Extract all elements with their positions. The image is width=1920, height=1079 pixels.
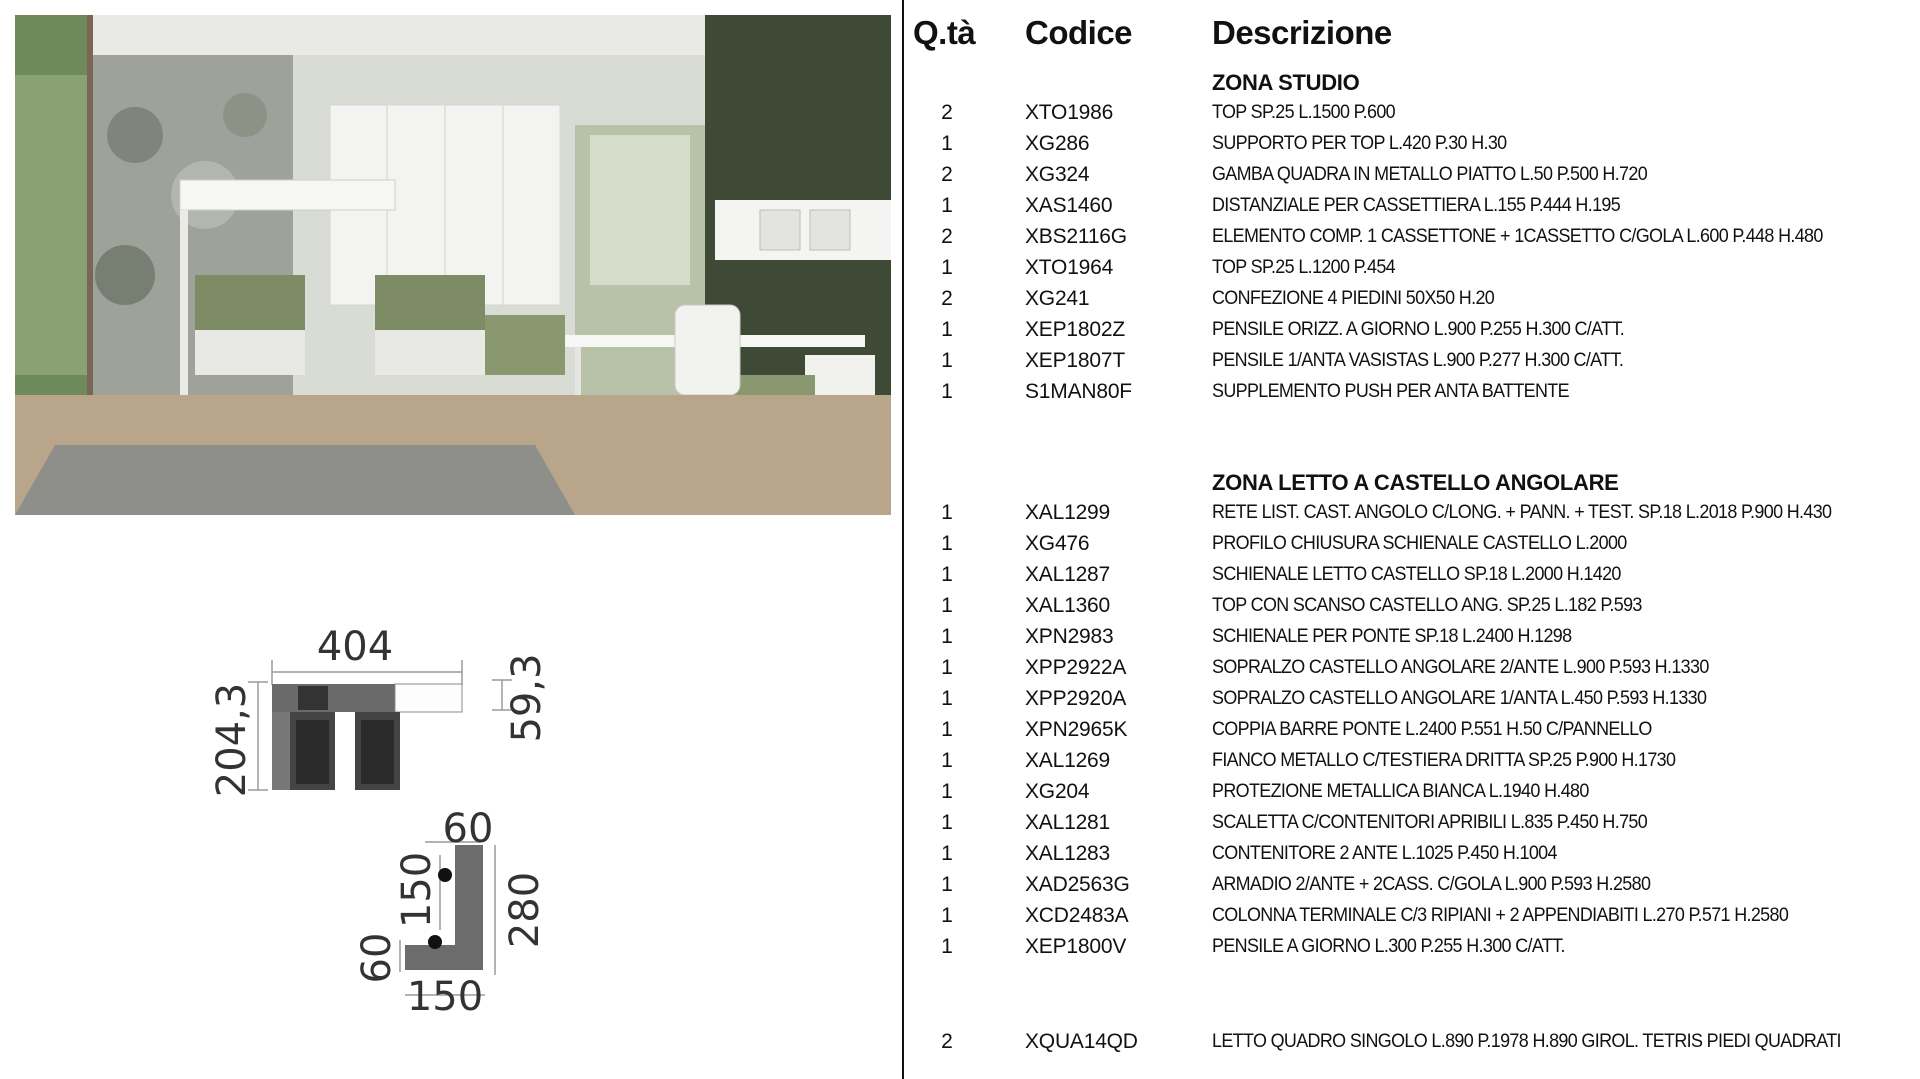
table-row: 1 XAL1281 SCALETTA C/CONTENITORI APRIBILI L.835 P.450 H.750 bbox=[941, 811, 1648, 834]
section-title-bunk: ZONA LETTO A CASTELLO ANGOLARE bbox=[1212, 470, 1619, 495]
header-description: Descrizione bbox=[1212, 14, 1392, 51]
table-row: 1 XPP2922A SOPRALZO CASTELLO ANGOLARE 2/ANTE L.900 P.593 H.1330 bbox=[941, 656, 1709, 679]
table-row: 1 XAL1283 CONTENITORE 2 ANTE L.1025 P.450 H.1004 bbox=[941, 842, 1557, 865]
table-row: 2 XBS2116G ELEMENTO COMP. 1 CASSETTONE + 1CASSETTO C/GOLA L.600 P.448 H.480 bbox=[941, 225, 1823, 248]
dim-left-depth: 204,3 bbox=[209, 682, 255, 798]
room-photo bbox=[15, 15, 891, 515]
table-row: 1 XPN2965K COPPIA BARRE PONTE L.2400 P.551 H.50 C/PANNELLO bbox=[941, 718, 1652, 741]
chair-2 bbox=[428, 935, 442, 949]
bedroom-rendering bbox=[15, 15, 891, 515]
header-code: Codice bbox=[1025, 14, 1133, 51]
header-qty: Q.tà bbox=[913, 14, 976, 51]
table-row: 1 XTO1964 TOP SP.25 L.1200 P.454 bbox=[941, 256, 1396, 279]
table-row: 2 XG324 GAMBA QUADRA IN METALLO PIATTO L.50 P.500 H.720 bbox=[941, 163, 1648, 186]
table-row: 1 S1MAN80F SUPPLEMENTO PUSH PER ANTA BATTENTE bbox=[941, 380, 1569, 403]
table-row: 1 XAL1287 SCHIENALE LETTO CASTELLO SP.18 L.2000 H.1420 bbox=[941, 563, 1621, 586]
desk-bottom bbox=[405, 945, 483, 970]
dim-desk-depth-top: 60 bbox=[442, 806, 494, 852]
dim-top-width: 404 bbox=[316, 624, 394, 670]
dim-desk-width-bottom: 150 bbox=[406, 974, 484, 1020]
table-row: 2 XG241 CONFEZIONE 4 PIEDINI 50X50 H.20 bbox=[941, 287, 1495, 310]
table-row-extra: 2 XQUA14QD LETTO QUADRO SINGOLO L.890 P.1978 H.890 GIROL. TETRIS PIEDI QUADRATI bbox=[941, 1030, 1841, 1053]
floor-plan bbox=[209, 600, 680, 1020]
table-row: 1 XPP2920A SOPRALZO CASTELLO ANGOLARE 1/ANTA L.450 P.593 H.1330 bbox=[941, 687, 1707, 710]
table-row: 2 XTO1986 TOP SP.25 L.1500 P.600 bbox=[941, 101, 1396, 124]
table-row: 1 XAL1299 RETE LIST. CAST. ANGOLO C/LONG. + PANN. + TEST. SP.18 L.2018 P.900 H.430 bbox=[941, 501, 1832, 524]
table-row: 1 XG476 PROFILO CHIUSURA SCHIENALE CASTELLO L.2000 bbox=[941, 532, 1627, 555]
table-row: 1 XAL1360 TOP CON SCANSO CASTELLO ANG. SP.25 L.182 P.593 bbox=[941, 594, 1642, 617]
chair-1 bbox=[438, 868, 452, 882]
table-row: 1 XEP1807T PENSILE 1/ANTA VASISTAS L.900 P.277 H.300 C/ATT. bbox=[941, 349, 1624, 372]
table-row: 1 XG204 PROTEZIONE METALLICA BIANCA L.1940 H.480 bbox=[941, 780, 1589, 803]
dim-desk-length: 150 bbox=[394, 851, 440, 929]
table-row: 1 XEP1800V PENSILE A GIORNO L.300 P.255 H.300 C/ATT. bbox=[941, 935, 1565, 958]
section-title-studio: ZONA STUDIO bbox=[1212, 70, 1360, 95]
table-row: 1 XAS1460 DISTANZIALE PER CASSETTIERA L.155 P.444 H.195 bbox=[941, 194, 1621, 217]
component-list bbox=[905, 0, 1915, 1079]
table-row: 1 XAD2563G ARMADIO 2/ANTE + 2CASS. C/GOLA L.900 P.593 H.2580 bbox=[941, 873, 1651, 896]
plan-drawing bbox=[209, 600, 680, 1020]
dim-right-depth: 59,3 bbox=[504, 653, 550, 743]
column-divider bbox=[902, 0, 904, 1079]
table-row: 1 XAL1269 FIANCO METALLO C/TESTIERA DRITTA SP.25 P.900 H.1730 bbox=[941, 749, 1676, 772]
dim-desk-side: 280 bbox=[502, 871, 548, 949]
table-row: 1 XPN2983 SCHIENALE PER PONTE SP.18 L.2400 H.1298 bbox=[941, 625, 1572, 648]
table-row: 1 XCD2483A COLONNA TERMINALE C/3 RIPIANI + 2 APPENDIABITI L.270 P.571 H.2580 bbox=[941, 904, 1789, 927]
table-row: 1 XG286 SUPPORTO PER TOP L.420 P.30 H.30 bbox=[941, 132, 1507, 155]
table-row: 1 XEP1802Z PENSILE ORIZZ. A GIORNO L.900 P.255 H.300 C/ATT. bbox=[941, 318, 1625, 341]
dim-desk-depth-bottom: 60 bbox=[354, 932, 400, 984]
